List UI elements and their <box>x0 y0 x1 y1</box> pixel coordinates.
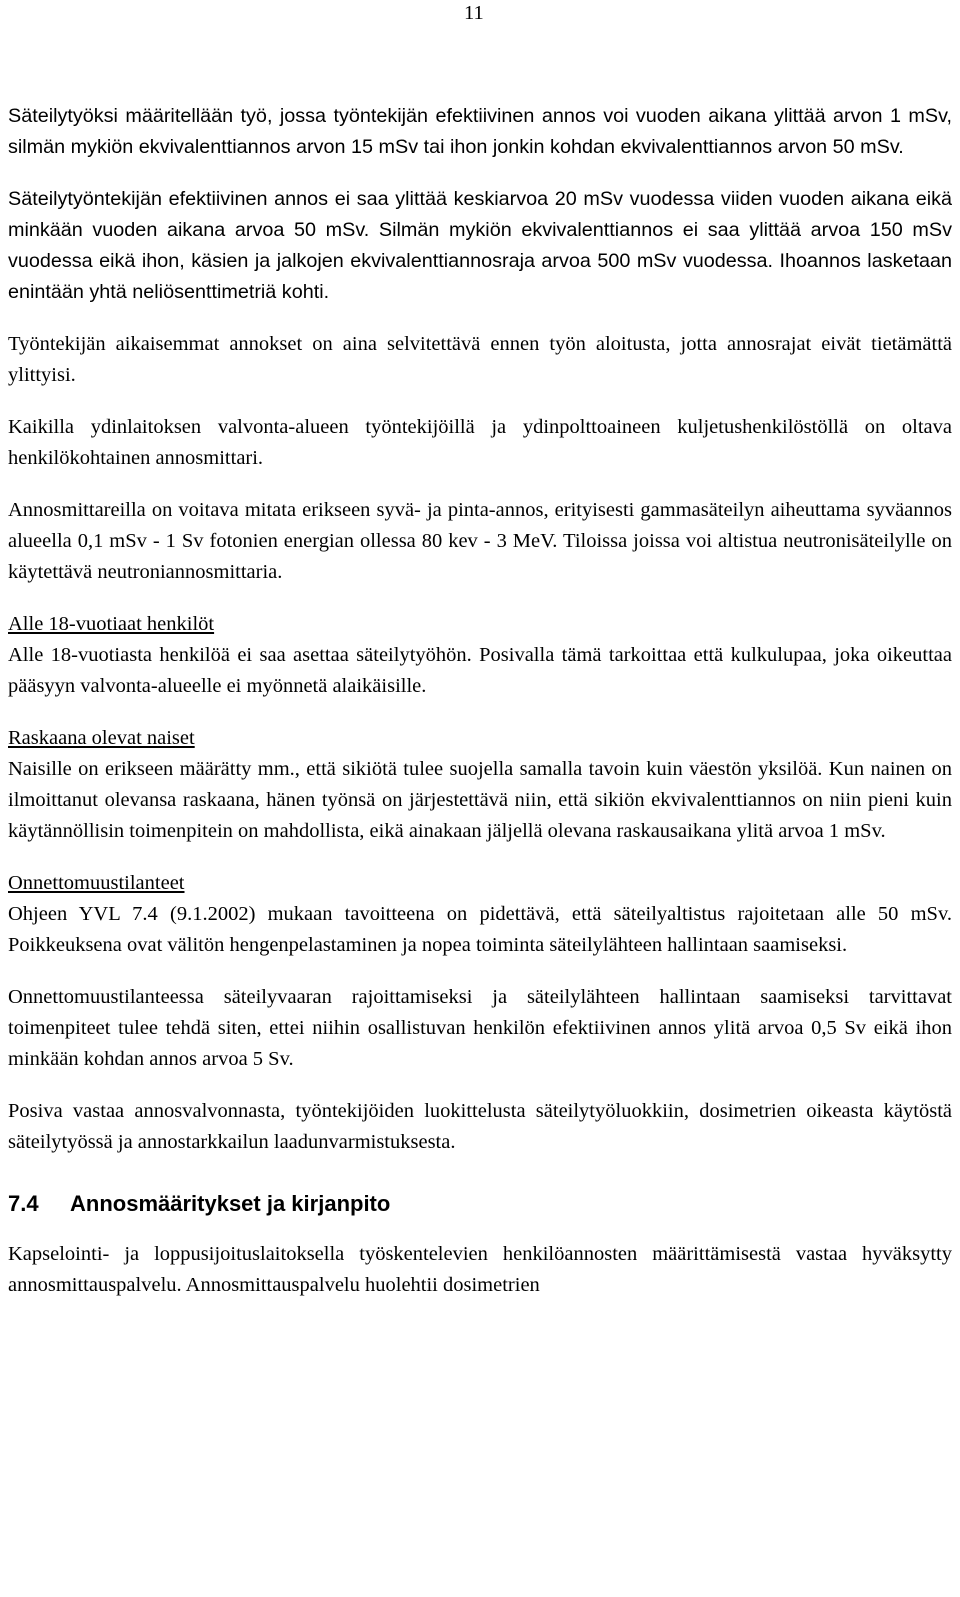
paragraph-radiation-work-definition: Säteilytyöksi määritellään työ, jossa työntekijän efektiivinen annos voi vuoden aikana ylittää arvon 1 mSv, silmän mykiön ekvivalenttiannos arvon 15 mSv tai ihon jonkin kohdan ekvivalenttiannos arvon 50 mSv. <box>8 105 952 158</box>
section-minors <box>8 609 952 702</box>
paragraph-dosimeter-requirement: Kaikilla ydinlaitoksen valvonta-alueen työntekijöillä ja ydinpolttoaineen kuljetushenkilöstöllä on oltava henkilökohtainen annosmittari. <box>8 416 952 469</box>
section-number: 7.4 <box>8 1191 39 1216</box>
paragraph-accident-dose-limits: Onnettomuustilanteessa säteilyvaaran rajoittamiseksi ja säteilylähteen hallintaan saamiseksi tarvittavat toimenpiteet tulee tehdä siten, ettei niihin osallistuvan henkilön efektiivinen annos ylitä arvoa 0,5 Sv eikä ihon minkään kohdan annos arvoa 5 Sv. <box>8 986 952 1070</box>
paragraph-dosimeter-measurement: Annosmittareilla on voitava mitata erikseen syvä- ja pinta-annos, erityisesti gammasäteilyn aiheuttama syväannos alueella 0,1 mSv - 1 Sv fotonien energian ollessa 80 kev - 3 MeV. Tiloissa joissa voi altistua neutronisäteilylle on käytettävä neutroniannosmittaria. <box>8 499 952 583</box>
paragraph-pregnant-women: Naisille on erikseen määrätty mm., että sikiötä tulee suojella samalla tavoin kuin väestön yksilöä. Kun nainen on ilmoittanut olevansa raskaana, hänen työnsä on järjestettävä niin, että sikiön ekvivalenttiannos on niin pieni kuin käytännöllisin toimenpitein on mahdollista, eikä ainakaan jäljellä olevana raskausaikana ylitä arvoa 1 mSv. <box>8 758 952 842</box>
section-accidents <box>8 868 952 961</box>
page-number: 11 <box>464 2 484 24</box>
paragraph-minors: Alle 18-vuotiasta henkilöä ei saa asettaa säteilytyöhön. Posivalla tämä tarkoittaa että kulkulupaa, joka oikeuttaa pääsyyn valvonta-alueelle ei myönnetä alaikäisille. <box>8 644 952 697</box>
paragraph-dose-limits: Säteilytyöntekijän efektiivinen annos ei saa ylittää keskiarvoa 20 mSv vuodessa viiden vuoden aikana eikä minkään vuoden aikana arvoa 50 mSv. Silmän mykiön ekvivalenttiannos ei saa ylittää arvoa 150 mSv vuodessa eikä ihon, käsien ja jalkojen ekvivalenttiannosraja arvoa 500 mSv vuodessa. Ihoannos lasketaan enintään yhtä neliösenttimetriä kohti. <box>8 188 952 303</box>
heading-minors: Alle 18-vuotiaat henkilöt <box>8 613 215 635</box>
section-heading-7-4 <box>8 1188 952 1219</box>
paragraph-dose-determination: Kapselointi- ja loppusijoituslaitoksella työskentelevien henkilöannosten määrittämisestä vastaa hyväksytty annosmittauspalvelu. Annosmittauspalvelu huolehtii dosimetrien <box>8 1243 952 1296</box>
document-body <box>8 101 952 1301</box>
section-title: Annosmääritykset ja kirjanpito <box>70 1191 391 1216</box>
heading-accidents: Onnettomuustilanteet <box>8 872 185 894</box>
paragraph-previous-doses: Työntekijän aikaisemmat annokset on aina selvitettävä ennen työn aloitusta, jotta annosrajat eivät tietämättä ylittyisi. <box>8 333 952 386</box>
paragraph-yvl-guideline: Ohjeen YVL 7.4 (9.1.2002) mukaan tavoitteena on pidettävä, että säteilyaltistus rajoitetaan alle 50 mSv. Poikkeuksena ovat välitön hengenpelastaminen ja nopea toiminta säteilylähteen hallintaan saamiseksi. <box>8 903 952 956</box>
section-pregnant-women <box>8 723 952 847</box>
paragraph-posiva-responsibility: Posiva vastaa annosvalvonnasta, työntekijöiden luokittelusta säteilytyöluokkiin, dosimetrien oikeasta käytöstä säteilytyössä ja annostarkkailun laadunvarmistuksesta. <box>8 1100 952 1153</box>
heading-pregnant-women: Raskaana olevat naiset <box>8 727 195 749</box>
